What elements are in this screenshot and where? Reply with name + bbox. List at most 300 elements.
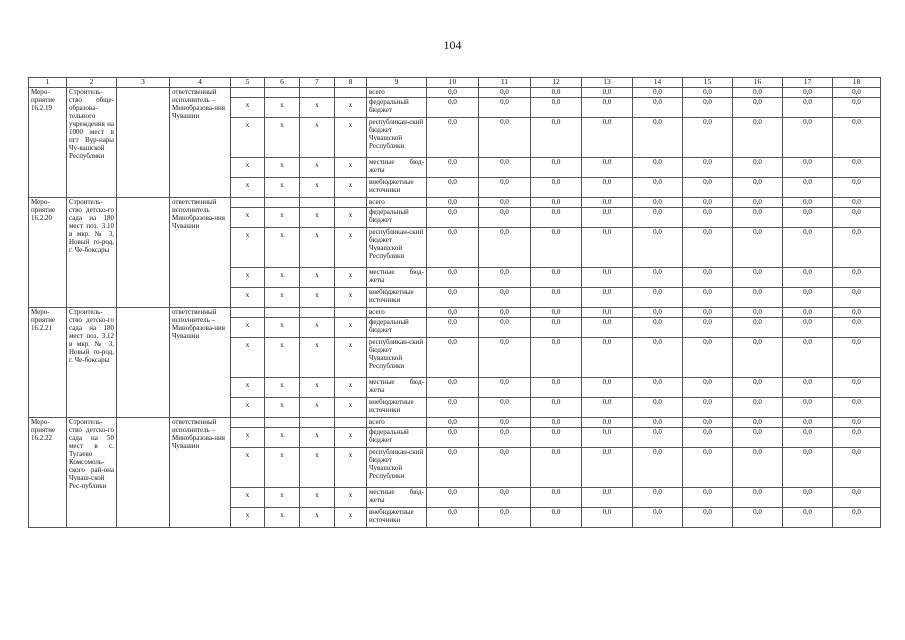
code-cell: х <box>265 398 300 418</box>
value-cell: 0,0 <box>427 118 479 158</box>
value-cell: 0,0 <box>582 288 633 308</box>
funding-source-cell: всего <box>367 198 427 208</box>
code-cell: х <box>231 338 265 378</box>
code-cell <box>265 88 300 98</box>
value-cell: 0,0 <box>833 118 881 158</box>
code-cell <box>335 418 367 428</box>
value-cell: 0,0 <box>479 448 531 488</box>
executor-cell: ответственный исполнитель – Минобразова-ния Чувашии <box>170 418 231 528</box>
code-cell: х <box>335 488 367 508</box>
value-cell: 0,0 <box>783 178 833 198</box>
value-cell: 0,0 <box>633 268 683 288</box>
code-cell <box>300 198 335 208</box>
code-cell: х <box>265 508 300 528</box>
value-cell: 0,0 <box>733 118 783 158</box>
value-cell: 0,0 <box>833 318 881 338</box>
value-cell: 0,0 <box>582 318 633 338</box>
executor-cell: ответственный исполнитель – Минобразова-ния Чувашии <box>170 308 231 418</box>
code-cell: х <box>231 158 265 178</box>
goal-cell <box>117 418 170 528</box>
code-cell <box>231 198 265 208</box>
value-cell: 0,0 <box>479 418 531 428</box>
value-cell: 0,0 <box>531 268 582 288</box>
table-row <box>29 418 881 428</box>
value-cell: 0,0 <box>531 158 582 178</box>
value-cell: 0,0 <box>633 118 683 158</box>
value-cell: 0,0 <box>531 318 582 338</box>
column-header-11: 11 <box>479 78 531 88</box>
funding-source-cell: всего <box>367 88 427 98</box>
value-cell: 0,0 <box>633 88 683 98</box>
value-cell: 0,0 <box>733 268 783 288</box>
value-cell: 0,0 <box>783 398 833 418</box>
value-cell: 0,0 <box>733 428 783 448</box>
value-cell: 0,0 <box>531 118 582 158</box>
value-cell: 0,0 <box>833 88 881 98</box>
event-cell: Меро-приятие 16.2.21 <box>29 308 67 418</box>
value-cell: 0,0 <box>479 488 531 508</box>
code-cell <box>335 198 367 208</box>
goal-cell <box>117 308 170 418</box>
code-cell: х <box>300 428 335 448</box>
value-cell: 0,0 <box>633 398 683 418</box>
code-cell: х <box>300 178 335 198</box>
value-cell: 0,0 <box>683 308 733 318</box>
value-cell: 0,0 <box>582 398 633 418</box>
value-cell: 0,0 <box>833 448 881 488</box>
value-cell: 0,0 <box>633 508 683 528</box>
executor-cell: ответственный исполнитель Минобразова-ния Чувашии <box>170 198 231 308</box>
value-cell: 0,0 <box>427 268 479 288</box>
code-cell <box>335 88 367 98</box>
code-cell: х <box>300 378 335 398</box>
value-cell: 0,0 <box>733 308 783 318</box>
value-cell: 0,0 <box>427 338 479 378</box>
value-cell: 0,0 <box>427 418 479 428</box>
value-cell: 0,0 <box>833 508 881 528</box>
value-cell: 0,0 <box>479 158 531 178</box>
value-cell: 0,0 <box>427 158 479 178</box>
code-cell: х <box>265 178 300 198</box>
value-cell: 0,0 <box>783 228 833 268</box>
value-cell: 0,0 <box>633 488 683 508</box>
code-cell: х <box>265 488 300 508</box>
code-cell: х <box>300 318 335 338</box>
code-cell: х <box>335 338 367 378</box>
value-cell: 0,0 <box>833 208 881 228</box>
column-header-12: 12 <box>531 78 582 88</box>
column-header-1: 1 <box>29 78 67 88</box>
value-cell: 0,0 <box>531 428 582 448</box>
code-cell: х <box>335 448 367 488</box>
column-header-5: 5 <box>231 78 265 88</box>
value-cell: 0,0 <box>582 268 633 288</box>
value-cell: 0,0 <box>479 398 531 418</box>
value-cell: 0,0 <box>783 288 833 308</box>
value-cell: 0,0 <box>633 288 683 308</box>
funding-source-cell: республикан-ский бюджет Чувашской Республики <box>367 118 427 158</box>
value-cell: 0,0 <box>582 178 633 198</box>
value-cell: 0,0 <box>479 338 531 378</box>
value-cell: 0,0 <box>733 158 783 178</box>
value-cell: 0,0 <box>833 288 881 308</box>
column-header-8: 8 <box>335 78 367 88</box>
value-cell: 0,0 <box>582 208 633 228</box>
value-cell: 0,0 <box>783 308 833 318</box>
code-cell: х <box>231 448 265 488</box>
value-cell: 0,0 <box>683 198 733 208</box>
code-cell: х <box>335 228 367 268</box>
value-cell: 0,0 <box>479 208 531 228</box>
value-cell: 0,0 <box>833 158 881 178</box>
value-cell: 0,0 <box>733 98 783 118</box>
value-cell: 0,0 <box>479 268 531 288</box>
code-cell: х <box>300 338 335 378</box>
code-cell: х <box>300 208 335 228</box>
code-cell <box>300 418 335 428</box>
code-cell: х <box>265 378 300 398</box>
executor-cell: ответственный исполнитель – Минобразова-ния Чувашии <box>170 88 231 198</box>
code-cell: х <box>265 158 300 178</box>
code-cell: х <box>300 398 335 418</box>
value-cell: 0,0 <box>633 308 683 318</box>
code-cell: х <box>265 98 300 118</box>
value-cell: 0,0 <box>733 338 783 378</box>
value-cell: 0,0 <box>783 508 833 528</box>
funding-source-cell: местные бюд-жеты <box>367 488 427 508</box>
value-cell: 0,0 <box>427 208 479 228</box>
code-cell: х <box>231 508 265 528</box>
code-cell <box>231 418 265 428</box>
value-cell: 0,0 <box>582 228 633 268</box>
value-cell: 0,0 <box>683 398 733 418</box>
value-cell: 0,0 <box>531 418 582 428</box>
funding-source-cell: федеральный бюджет <box>367 98 427 118</box>
code-cell <box>300 308 335 318</box>
value-cell: 0,0 <box>683 378 733 398</box>
code-cell: х <box>265 268 300 288</box>
table-row <box>29 88 881 98</box>
value-cell: 0,0 <box>833 198 881 208</box>
value-cell: 0,0 <box>783 208 833 228</box>
funding-source-cell: республикан-ский бюджет Чувашской Республики <box>367 448 427 488</box>
column-header-14: 14 <box>633 78 683 88</box>
value-cell: 0,0 <box>783 118 833 158</box>
column-header-6: 6 <box>265 78 300 88</box>
value-cell: 0,0 <box>427 98 479 118</box>
value-cell: 0,0 <box>683 208 733 228</box>
code-cell: х <box>265 118 300 158</box>
value-cell: 0,0 <box>531 288 582 308</box>
code-cell: х <box>335 268 367 288</box>
value-cell: 0,0 <box>833 268 881 288</box>
value-cell: 0,0 <box>479 228 531 268</box>
value-cell: 0,0 <box>683 268 733 288</box>
value-cell: 0,0 <box>633 378 683 398</box>
value-cell: 0,0 <box>633 178 683 198</box>
code-cell: х <box>335 398 367 418</box>
code-cell: х <box>300 488 335 508</box>
funding-source-cell: внебюджетные источники <box>367 508 427 528</box>
funding-source-cell: федеральный бюджет <box>367 318 427 338</box>
value-cell: 0,0 <box>582 448 633 488</box>
value-cell: 0,0 <box>633 418 683 428</box>
value-cell: 0,0 <box>683 88 733 98</box>
code-cell: х <box>231 178 265 198</box>
funding-source-cell: местные бюд-жеты <box>367 158 427 178</box>
value-cell: 0,0 <box>427 308 479 318</box>
value-cell: 0,0 <box>479 98 531 118</box>
value-cell: 0,0 <box>733 318 783 338</box>
value-cell: 0,0 <box>479 288 531 308</box>
event-name-cell: Строитель-ство обще-образова-тельного учреждения на 1000 мест в пгт Вур-нары Чу-вашской Республики <box>67 88 117 198</box>
table-row <box>29 198 881 208</box>
code-cell: х <box>335 288 367 308</box>
value-cell: 0,0 <box>479 428 531 448</box>
value-cell: 0,0 <box>783 158 833 178</box>
value-cell: 0,0 <box>633 198 683 208</box>
value-cell: 0,0 <box>582 118 633 158</box>
value-cell: 0,0 <box>582 308 633 318</box>
value-cell: 0,0 <box>582 378 633 398</box>
code-cell: х <box>265 338 300 378</box>
code-cell: х <box>265 448 300 488</box>
value-cell: 0,0 <box>531 178 582 198</box>
value-cell: 0,0 <box>427 288 479 308</box>
value-cell: 0,0 <box>783 418 833 428</box>
code-cell: х <box>231 288 265 308</box>
value-cell: 0,0 <box>479 198 531 208</box>
value-cell: 0,0 <box>531 88 582 98</box>
value-cell: 0,0 <box>582 198 633 208</box>
funding-source-cell: местные бюд-жеты <box>367 268 427 288</box>
value-cell: 0,0 <box>479 118 531 158</box>
code-cell <box>265 418 300 428</box>
value-cell: 0,0 <box>427 448 479 488</box>
code-cell: х <box>231 378 265 398</box>
value-cell: 0,0 <box>733 418 783 428</box>
value-cell: 0,0 <box>683 118 733 158</box>
value-cell: 0,0 <box>531 448 582 488</box>
value-cell: 0,0 <box>683 448 733 488</box>
column-header-18: 18 <box>833 78 881 88</box>
value-cell: 0,0 <box>427 318 479 338</box>
value-cell: 0,0 <box>582 418 633 428</box>
funding-source-cell: внебюджетные источники <box>367 288 427 308</box>
value-cell: 0,0 <box>783 98 833 118</box>
code-cell: х <box>300 98 335 118</box>
value-cell: 0,0 <box>531 198 582 208</box>
code-cell: х <box>231 98 265 118</box>
value-cell: 0,0 <box>783 198 833 208</box>
value-cell: 0,0 <box>582 98 633 118</box>
funding-source-cell: республикан-ский бюджет Чувашской Республики <box>367 338 427 378</box>
value-cell: 0,0 <box>833 488 881 508</box>
code-cell <box>231 88 265 98</box>
code-cell <box>265 198 300 208</box>
value-cell: 0,0 <box>733 508 783 528</box>
value-cell: 0,0 <box>733 198 783 208</box>
value-cell: 0,0 <box>427 398 479 418</box>
value-cell: 0,0 <box>633 228 683 268</box>
table-row <box>29 308 881 318</box>
value-cell: 0,0 <box>427 378 479 398</box>
event-cell: Меро-приятие 16.2.19 <box>29 88 67 198</box>
code-cell <box>265 308 300 318</box>
value-cell: 0,0 <box>683 158 733 178</box>
code-cell: х <box>300 228 335 268</box>
funding-source-cell: всего <box>367 308 427 318</box>
value-cell: 0,0 <box>582 88 633 98</box>
code-cell: х <box>335 98 367 118</box>
column-header-16: 16 <box>733 78 783 88</box>
value-cell: 0,0 <box>582 158 633 178</box>
value-cell: 0,0 <box>427 508 479 528</box>
column-header-3: 3 <box>117 78 170 88</box>
value-cell: 0,0 <box>633 318 683 338</box>
code-cell: х <box>231 318 265 338</box>
code-cell: х <box>265 208 300 228</box>
code-cell: х <box>231 488 265 508</box>
value-cell: 0,0 <box>683 178 733 198</box>
value-cell: 0,0 <box>683 488 733 508</box>
funding-source-cell: всего <box>367 418 427 428</box>
value-cell: 0,0 <box>531 98 582 118</box>
value-cell: 0,0 <box>833 418 881 428</box>
value-cell: 0,0 <box>733 448 783 488</box>
value-cell: 0,0 <box>733 378 783 398</box>
value-cell: 0,0 <box>427 88 479 98</box>
value-cell: 0,0 <box>783 378 833 398</box>
code-cell <box>231 308 265 318</box>
value-cell: 0,0 <box>582 428 633 448</box>
value-cell: 0,0 <box>733 178 783 198</box>
value-cell: 0,0 <box>479 378 531 398</box>
funding-source-cell: федеральный бюджет <box>367 428 427 448</box>
value-cell: 0,0 <box>633 98 683 118</box>
value-cell: 0,0 <box>633 158 683 178</box>
value-cell: 0,0 <box>427 178 479 198</box>
value-cell: 0,0 <box>833 338 881 378</box>
code-cell: х <box>300 448 335 488</box>
value-cell: 0,0 <box>833 228 881 268</box>
value-cell: 0,0 <box>427 198 479 208</box>
value-cell: 0,0 <box>479 178 531 198</box>
value-cell: 0,0 <box>531 308 582 318</box>
code-cell: х <box>335 158 367 178</box>
value-cell: 0,0 <box>531 338 582 378</box>
code-cell <box>335 308 367 318</box>
value-cell: 0,0 <box>683 228 733 268</box>
value-cell: 0,0 <box>783 428 833 448</box>
funding-source-cell: федеральный бюджет <box>367 208 427 228</box>
value-cell: 0,0 <box>733 488 783 508</box>
goal-cell <box>117 88 170 198</box>
value-cell: 0,0 <box>683 428 733 448</box>
value-cell: 0,0 <box>479 318 531 338</box>
value-cell: 0,0 <box>833 308 881 318</box>
value-cell: 0,0 <box>683 318 733 338</box>
column-header-17: 17 <box>783 78 833 88</box>
column-header-13: 13 <box>582 78 633 88</box>
code-cell: х <box>265 318 300 338</box>
code-cell: х <box>335 318 367 338</box>
value-cell: 0,0 <box>633 338 683 378</box>
event-name-cell: Строитель-ство детско-го сада на 180 мест поз. 3.12 в мкр. № 3, Новый го-род, г. Че-боксары <box>67 308 117 418</box>
value-cell: 0,0 <box>783 488 833 508</box>
code-cell: х <box>265 228 300 268</box>
value-cell: 0,0 <box>427 428 479 448</box>
funding-source-cell: местные бюд-жеты <box>367 378 427 398</box>
value-cell: 0,0 <box>733 88 783 98</box>
value-cell: 0,0 <box>531 508 582 528</box>
value-cell: 0,0 <box>427 228 479 268</box>
code-cell: х <box>231 228 265 268</box>
code-cell: х <box>265 288 300 308</box>
code-cell: х <box>300 118 335 158</box>
value-cell: 0,0 <box>683 338 733 378</box>
code-cell: х <box>335 428 367 448</box>
code-cell: х <box>300 508 335 528</box>
column-header-2: 2 <box>67 78 117 88</box>
value-cell: 0,0 <box>733 208 783 228</box>
event-name-cell: Строитель-ство детско-го сада на 50 мест в с. Тугаево Комсомоль-ского рай-она Чуваш-ской Рес-публики <box>67 418 117 528</box>
value-cell: 0,0 <box>783 268 833 288</box>
funding-source-cell: внебюджетные источники <box>367 398 427 418</box>
column-header-7: 7 <box>300 78 335 88</box>
value-cell: 0,0 <box>833 378 881 398</box>
code-cell: х <box>335 178 367 198</box>
code-cell: х <box>300 268 335 288</box>
value-cell: 0,0 <box>683 288 733 308</box>
value-cell: 0,0 <box>531 378 582 398</box>
code-cell: х <box>231 398 265 418</box>
code-cell: х <box>300 288 335 308</box>
value-cell: 0,0 <box>633 428 683 448</box>
value-cell: 0,0 <box>833 398 881 418</box>
value-cell: 0,0 <box>479 308 531 318</box>
code-cell: х <box>335 118 367 158</box>
value-cell: 0,0 <box>582 338 633 378</box>
column-header-9: 9 <box>367 78 427 88</box>
funding-source-cell: республикан-ский бюджет Чувашской Республики <box>367 228 427 268</box>
value-cell: 0,0 <box>833 428 881 448</box>
column-header-15: 15 <box>683 78 733 88</box>
code-cell: х <box>231 208 265 228</box>
code-cell: х <box>231 118 265 158</box>
page-number: 104 <box>443 38 462 52</box>
value-cell: 0,0 <box>479 88 531 98</box>
code-cell: х <box>335 378 367 398</box>
value-cell: 0,0 <box>833 178 881 198</box>
value-cell: 0,0 <box>783 448 833 488</box>
column-header-10: 10 <box>427 78 479 88</box>
code-cell <box>300 88 335 98</box>
value-cell: 0,0 <box>683 508 733 528</box>
value-cell: 0,0 <box>833 98 881 118</box>
value-cell: 0,0 <box>582 488 633 508</box>
value-cell: 0,0 <box>633 448 683 488</box>
value-cell: 0,0 <box>479 508 531 528</box>
value-cell: 0,0 <box>531 488 582 508</box>
value-cell: 0,0 <box>633 208 683 228</box>
budget-table <box>28 77 881 528</box>
value-cell: 0,0 <box>783 318 833 338</box>
value-cell: 0,0 <box>783 338 833 378</box>
event-name-cell: Строитель-ство детско-го сада на 180 мест поз. 3.10 в мкр. № 3, Новый го-род, г. Че-боксары <box>67 198 117 308</box>
code-cell: х <box>231 428 265 448</box>
value-cell: 0,0 <box>733 398 783 418</box>
